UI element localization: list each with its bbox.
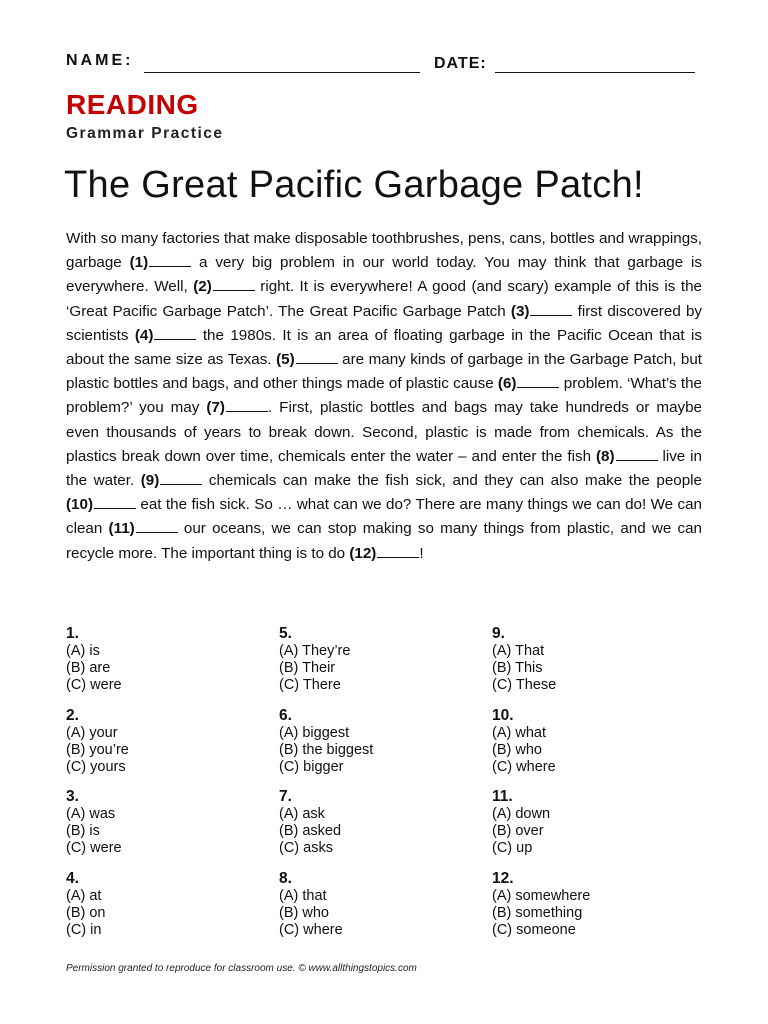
passage-text: ! xyxy=(419,544,424,562)
passage-text: problem. ‘What’s the problem?’ you may xyxy=(66,375,702,417)
blank-number: (1) xyxy=(129,254,149,272)
answer-option[interactable]: (A) That xyxy=(492,643,545,659)
blank-number: (4) xyxy=(134,326,154,344)
answer-option[interactable]: (A) down xyxy=(492,806,551,822)
blank-line xyxy=(377,547,419,558)
blank-number: (9) xyxy=(140,472,160,490)
answer-option[interactable]: (A) somewhere xyxy=(492,888,591,904)
answer-option[interactable]: (B) asked xyxy=(279,823,342,839)
answer-option[interactable]: (B) This xyxy=(492,660,543,676)
answer-choices xyxy=(66,625,706,945)
question-5 xyxy=(279,625,350,694)
answer-option[interactable]: (C) were xyxy=(66,840,122,856)
copyright-footer: Permission granted to reproduce for classroom use. © www.allthingstopics.com xyxy=(66,963,417,974)
blank-number: (12) xyxy=(349,544,377,562)
blank-number: (5) xyxy=(276,351,295,369)
answer-option[interactable]: (B) you’re xyxy=(66,742,129,758)
question-number: 6. xyxy=(279,707,292,724)
blank-line xyxy=(296,353,338,364)
question-7 xyxy=(279,788,341,857)
question-8 xyxy=(279,870,343,939)
answer-option[interactable]: (C) These xyxy=(492,677,557,693)
question-1 xyxy=(66,625,122,694)
passage-text: With so many factories that make disposable toothbrushes, pens, cans, bottles and wrappings, garbage xyxy=(66,230,702,272)
question-number: 7. xyxy=(279,788,292,805)
date-label: DATE: xyxy=(434,55,487,72)
answer-option[interactable]: (A) your xyxy=(66,725,118,741)
answer-option[interactable]: (C) up xyxy=(492,840,533,856)
passage-text: right. It is everywhere! A good (and scary) example of this is the ‘Great Pacific Garbage Patch’. The Great Pacific Garbage Patch xyxy=(66,278,703,320)
answer-blank[interactable] xyxy=(109,520,178,537)
name-label: NAME: xyxy=(66,52,134,69)
answer-option[interactable]: (A) at xyxy=(66,888,102,904)
question-number: 1. xyxy=(66,625,79,642)
blank-number: (2) xyxy=(193,278,212,296)
blank-line xyxy=(160,474,202,485)
answer-blank[interactable] xyxy=(66,496,136,513)
answer-option[interactable]: (B) the biggest xyxy=(279,742,374,758)
blank-line xyxy=(530,305,572,316)
passage-text: are many kinds of garbage in the Garbage Patch, but plastic bottles and bags, and other things made of plastic cause xyxy=(66,351,702,393)
question-10 xyxy=(492,707,556,776)
blank-line xyxy=(154,329,196,340)
question-9 xyxy=(492,625,556,694)
answer-option[interactable]: (B) over xyxy=(492,823,544,839)
blank-line xyxy=(149,256,191,267)
header-row xyxy=(66,52,706,76)
passage-text: chemicals can make the fish sick, and they can also make the people xyxy=(202,472,703,490)
answer-blank[interactable] xyxy=(511,303,573,320)
passage-text: live in the water. xyxy=(66,447,702,490)
question-number: 3. xyxy=(66,788,79,805)
blank-number: (3) xyxy=(510,302,530,320)
answer-option[interactable]: (B) on xyxy=(66,905,106,921)
answer-blank[interactable] xyxy=(498,375,560,392)
question-12 xyxy=(492,870,590,939)
blank-line xyxy=(213,280,255,291)
question-number: 11. xyxy=(492,788,513,805)
blank-number: (6) xyxy=(497,375,517,393)
answer-option[interactable]: (B) something xyxy=(492,905,583,921)
blank-line xyxy=(226,401,268,412)
answer-blank[interactable] xyxy=(193,278,255,295)
subtitle: Grammar Practice xyxy=(66,125,224,142)
reading-passage xyxy=(66,227,702,566)
question-6 xyxy=(279,707,373,776)
question-2 xyxy=(66,707,129,776)
blank-number: (11) xyxy=(108,520,135,538)
question-number: 9. xyxy=(492,625,505,642)
answer-blank[interactable] xyxy=(349,545,419,562)
answer-option[interactable]: (B) Their xyxy=(279,660,336,676)
answer-blank[interactable] xyxy=(130,254,192,271)
blank-number: (8) xyxy=(595,447,615,465)
answer-option[interactable]: (C) in xyxy=(66,922,102,938)
answer-option[interactable]: (A) ask xyxy=(279,806,325,822)
answer-option[interactable]: (C) were xyxy=(66,677,122,693)
question-number: 8. xyxy=(279,870,292,887)
answer-option[interactable]: (C) There xyxy=(279,677,341,693)
blank-line xyxy=(517,377,559,388)
section-title: READING xyxy=(66,89,199,120)
answer-option[interactable]: (A) is xyxy=(66,643,100,659)
answer-blank[interactable] xyxy=(206,399,268,416)
answer-option[interactable]: (B) who xyxy=(279,905,329,921)
answer-option[interactable]: (C) asks xyxy=(279,840,333,856)
blank-number: (7) xyxy=(206,399,225,417)
question-4 xyxy=(66,870,106,939)
blank-number: (10) xyxy=(66,496,94,514)
question-11 xyxy=(492,788,550,857)
answer-blank[interactable] xyxy=(596,448,658,465)
answer-option[interactable]: (B) are xyxy=(66,660,111,676)
question-number: 12. xyxy=(492,870,514,887)
date-answer-line xyxy=(495,72,695,73)
name-answer-line xyxy=(144,72,420,73)
answer-option[interactable]: (A) what xyxy=(492,725,546,741)
answer-blank[interactable] xyxy=(276,351,338,368)
answer-option[interactable]: (B) who xyxy=(492,742,542,758)
answer-option[interactable]: (C) bigger xyxy=(279,759,344,775)
answer-option[interactable]: (A) that xyxy=(279,888,327,904)
answer-blank[interactable] xyxy=(141,472,203,489)
answer-option[interactable]: (C) where xyxy=(279,922,343,938)
page-title: The Great Pacific Garbage Patch! xyxy=(64,164,644,206)
answer-option[interactable]: (A) biggest xyxy=(279,725,350,741)
passage-text: first discovered by scientists xyxy=(66,302,702,344)
answer-option[interactable]: (A) was xyxy=(66,806,116,822)
answer-blank[interactable] xyxy=(135,327,197,344)
passage-text: a very big problem in our world today. You may think that garbage is everywhere. Well, xyxy=(66,254,702,296)
question-3 xyxy=(66,788,122,857)
answer-option[interactable]: (B) is xyxy=(66,823,100,839)
answer-option[interactable]: (C) someone xyxy=(492,922,576,938)
question-number: 4. xyxy=(66,870,79,887)
question-number: 5. xyxy=(279,625,292,642)
blank-line xyxy=(94,498,136,509)
passage-text: the 1980s. It is an area of floating garbage in the Pacific Ocean that is about the same size as Texas. xyxy=(66,326,702,369)
passage-text: eat the fish sick. So … what can we do? There are many things we can do! We can clean xyxy=(66,496,702,538)
blank-line xyxy=(616,450,658,461)
answer-option[interactable]: (C) yours xyxy=(66,759,126,775)
answer-option[interactable]: (C) where xyxy=(492,759,556,775)
blank-line xyxy=(136,522,178,533)
question-number: 10. xyxy=(492,707,514,724)
answer-option[interactable]: (A) They’re xyxy=(279,643,351,659)
question-number: 2. xyxy=(66,707,79,724)
passage-text: our oceans, we can stop making so many things from plastic, and we can recycle more. The important thing is to do xyxy=(66,520,703,562)
passage-text: . First, plastic bottles and bags may take hundreds or maybe even thousands of years to break down. Second, plastic is made from chemicals. As the plastics break down over time, chemicals enter the water – and enter the fish xyxy=(66,399,702,465)
